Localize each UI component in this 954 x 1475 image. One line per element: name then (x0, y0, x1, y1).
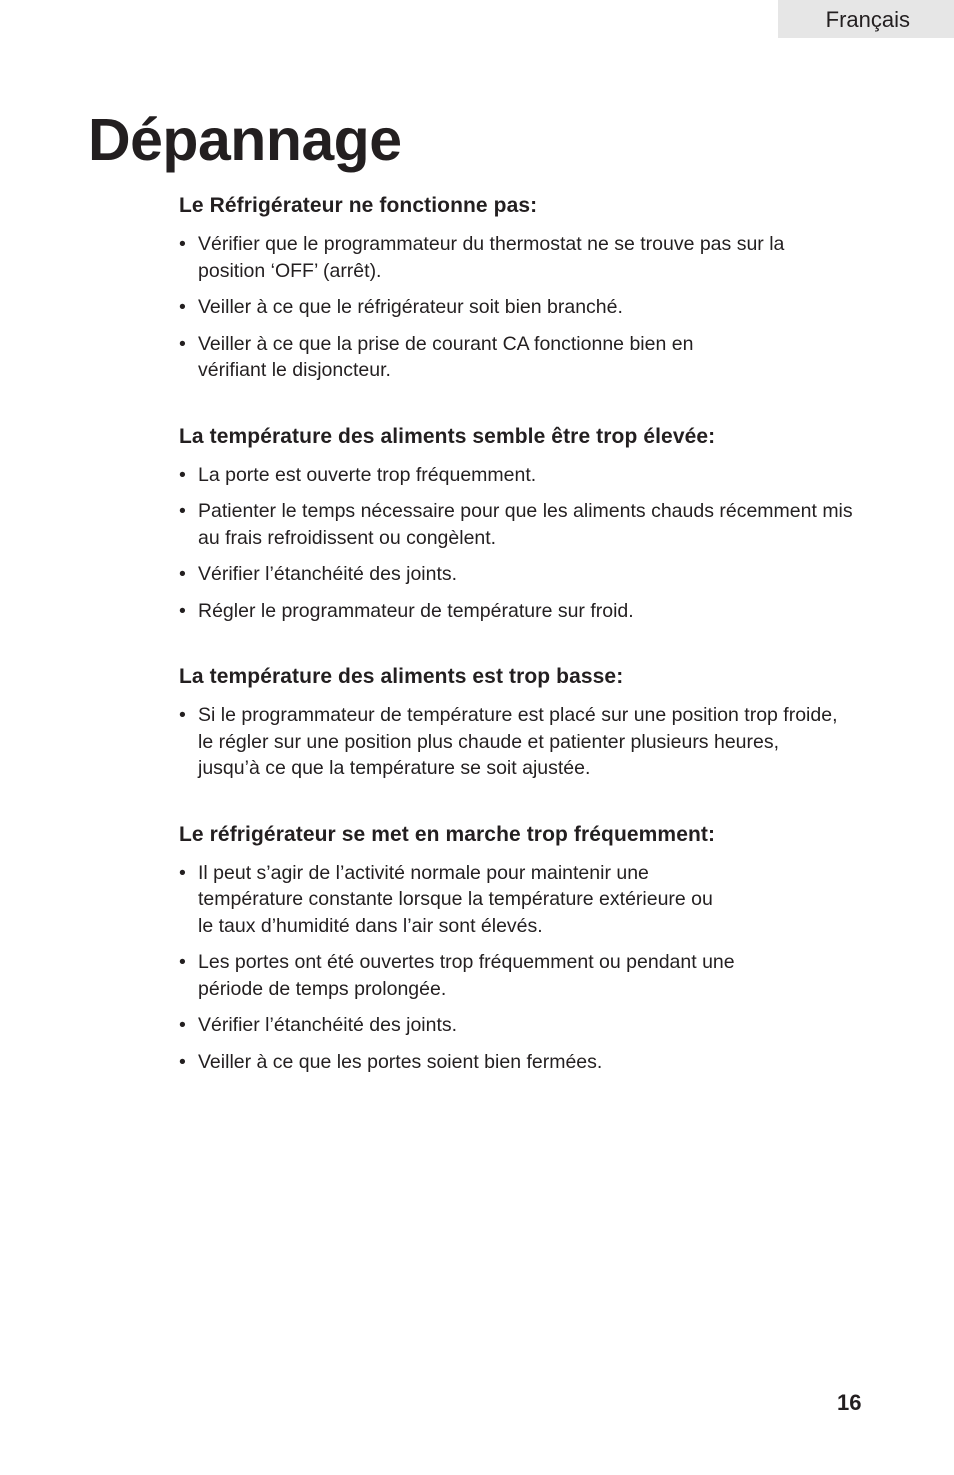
list-item (179, 1012, 879, 1039)
section-runs-too-often (179, 819, 879, 1076)
list-item (179, 462, 879, 489)
troubleshooting-content (179, 190, 879, 1112)
list-item (179, 498, 879, 551)
list-item-text: La porte est ouverte trop fréquemment. (198, 463, 537, 486)
list-item (179, 598, 879, 625)
section-too-cold (179, 661, 879, 782)
list-item-text: Régler le programmateur de température sur froid. (198, 599, 634, 622)
bullet-list (179, 462, 879, 625)
list-item-text: Patienter le temps nécessaire pour que les aliments chauds récemment mis au frais refroidissent ou congèlent. (198, 500, 853, 549)
bullet-dot: • (179, 861, 186, 884)
bullet-dot: • (179, 332, 186, 355)
bullet-list (179, 702, 879, 782)
page-title: Dépannage (88, 107, 402, 173)
list-item (179, 702, 879, 782)
section-heading: La température des aliments semble être trop élevée: (179, 424, 716, 448)
list-item (179, 860, 879, 940)
bullet-dot: • (179, 233, 186, 255)
bullet-list (179, 231, 879, 384)
bullet-dot: • (179, 704, 186, 726)
bullet-dot: • (179, 951, 186, 973)
list-item-text: Vérifier l’étanchéité des joints. (198, 563, 458, 585)
section-heading: Le Réfrigérateur ne fonctionne pas: (179, 194, 538, 217)
bullet-dot: • (179, 500, 186, 522)
list-item (179, 294, 879, 321)
section-not-working (179, 190, 879, 384)
language-tab: Français (778, 0, 954, 38)
list-item-text: Vérifier l’étanchéité des joints. (198, 1014, 458, 1036)
list-item-text: Veiller à ce que la prise de courant CA fonctionne bien en vérifiant le disjoncteur. (198, 332, 694, 381)
section-heading: La température des aliments est trop basse: (179, 665, 624, 688)
list-item-text: Il peut s’agir de l’activité normale pour maintenir une température constante lorsque la température extérieure ou le taux d’humidité dans l’air sont élevés. (198, 861, 713, 937)
bullet-dot: • (179, 1014, 186, 1036)
page-number: 16 (837, 1390, 862, 1415)
list-item (179, 331, 879, 384)
list-item-text: Si le programmateur de température est placé sur une position trop froide, le régler sur une position plus chaude et patienter plusieurs heures, jusqu’à ce que la température se soit ajustée. (198, 704, 838, 779)
list-item (179, 231, 879, 284)
list-item (179, 561, 879, 588)
bullet-dot: • (179, 1050, 186, 1073)
list-item-text: Veiller à ce que les portes soient bien fermées. (198, 1050, 603, 1073)
bullet-dot: • (179, 563, 186, 585)
list-item-text: Les portes ont été ouvertes trop fréquemment ou pendant une période de temps prolongée. (198, 951, 735, 1000)
section-too-warm (179, 421, 879, 625)
list-item-text: Vérifier que le programmateur du thermostat ne se trouve pas sur la position ‘OFF’ (arrêt). (198, 233, 785, 282)
list-item (179, 1049, 879, 1076)
bullet-list (179, 860, 879, 1076)
section-heading: Le réfrigérateur se met en marche trop fréquemment: (179, 822, 716, 846)
bullet-dot: • (179, 463, 186, 486)
list-item (179, 949, 879, 1002)
bullet-dot: • (179, 599, 186, 622)
list-item-text: Veiller à ce que le réfrigérateur soit bien branché. (198, 296, 623, 318)
bullet-dot: • (179, 296, 186, 318)
